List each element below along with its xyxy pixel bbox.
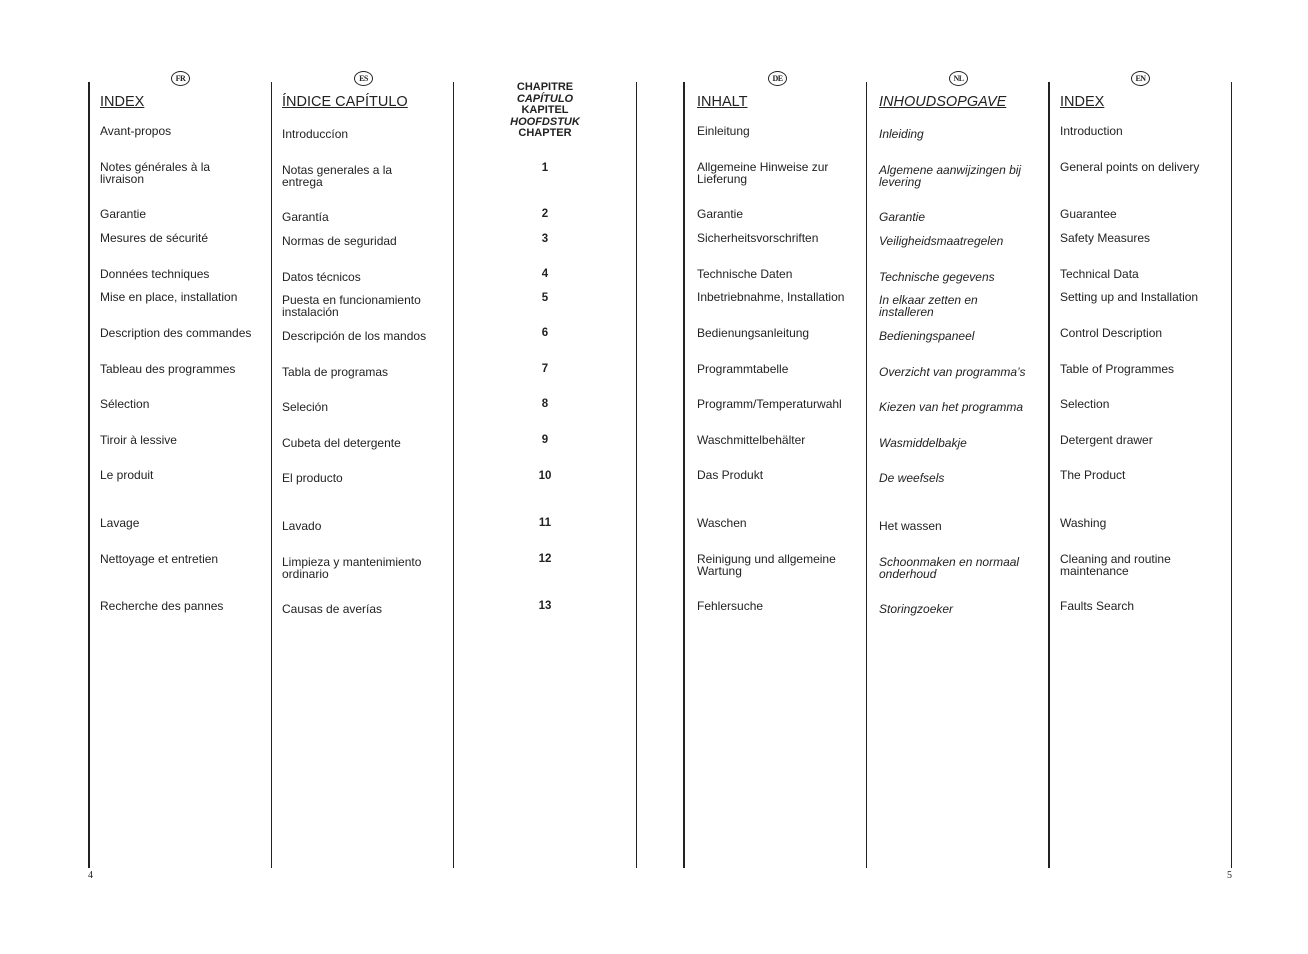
- index-entry-line: Recherche des pannes: [100, 599, 224, 613]
- index-entry-de: [697, 268, 792, 280]
- index-entry-es: [282, 437, 401, 449]
- index-entry-line: Données techniques: [100, 267, 210, 281]
- index-entry-line: Tabla de programas: [282, 365, 389, 379]
- index-entry-fr: [100, 327, 251, 339]
- index-entry-line: Selection: [1060, 397, 1110, 411]
- index-entry-line: Notas generales a la: [282, 163, 393, 177]
- chapter-header: [495, 82, 595, 140]
- index-entry-en: [1060, 208, 1117, 220]
- chapter-number: 1: [541, 162, 549, 174]
- index-entry-line: Le produit: [100, 468, 154, 482]
- index-entry-nl: [879, 330, 974, 342]
- index-entry-es: [282, 520, 321, 532]
- index-entry-line: Garantie: [697, 207, 744, 221]
- index-entry-nl: [879, 366, 1026, 378]
- index-entry-line: Wasmiddelbakje: [879, 436, 967, 450]
- page-number-left: 4: [88, 870, 93, 881]
- index-entry-fr: [100, 125, 171, 137]
- index-entry-line: Reinigung und allgemeine: [697, 552, 836, 566]
- index-entry-line: livraison: [100, 172, 145, 186]
- index-entry-en: [1060, 125, 1123, 137]
- index-entry-line: Washing: [1060, 516, 1107, 530]
- chapter-number: 7: [541, 363, 549, 375]
- column-divider: [1231, 82, 1232, 868]
- index-entry-nl: [879, 164, 1021, 188]
- index-entry-line: Detergent drawer: [1060, 433, 1153, 447]
- index-entry-es: [282, 294, 421, 318]
- index-entry-en: [1060, 268, 1139, 280]
- index-entry-nl: [879, 271, 995, 283]
- index-title-es: ÍNDICE CAPÍTULO: [282, 94, 408, 110]
- column-divider: [866, 82, 867, 868]
- page-number-right: 5: [1227, 870, 1232, 881]
- chapter-number: 12: [538, 553, 552, 565]
- index-entry-en: [1060, 232, 1150, 244]
- index-entry-de: [697, 125, 750, 137]
- column-divider: [271, 82, 272, 868]
- index-entry-line: Algemene aanwijzingen bij: [879, 163, 1022, 177]
- index-entry-line: Description des commandes: [100, 326, 252, 340]
- chapter-number: 2: [541, 208, 549, 220]
- index-entry-line: Garantie: [100, 207, 147, 221]
- index-entry-line: Fehlersuche: [697, 599, 764, 613]
- index-entry-line: Waschen: [697, 516, 747, 530]
- chapter-header-en: CHAPTER: [518, 127, 572, 139]
- index-entry-fr: [100, 232, 208, 244]
- index-entry-nl: [879, 556, 1019, 580]
- index-entry-es: [282, 211, 329, 223]
- index-entry-de: [697, 291, 844, 303]
- index-entry-en: [1060, 553, 1171, 577]
- index-entry-line: Das Produkt: [697, 468, 764, 482]
- index-entry-en: [1060, 161, 1199, 173]
- column-divider: [88, 82, 90, 868]
- index-entry-line: Lieferung: [697, 172, 748, 186]
- index-entry-line: Storingzoeker: [879, 602, 954, 616]
- index-entry-de: [697, 553, 836, 577]
- index-entry-line: Het wassen: [879, 519, 942, 533]
- index-entry-line: Mise en place, installation: [100, 290, 238, 304]
- index-entry-line: maintenance: [1060, 564, 1129, 578]
- index-entry-es: [282, 271, 361, 283]
- index-entry-nl: [879, 211, 925, 223]
- index-entry-line: Normas de seguridad: [282, 234, 397, 248]
- column-divider: [1048, 82, 1050, 868]
- index-title-en: INDEX: [1060, 94, 1105, 110]
- index-entry-line: Datos técnicos: [282, 270, 361, 284]
- index-entry-line: Technische gegevens: [879, 270, 995, 284]
- index-entry-line: Causas de averías: [282, 602, 383, 616]
- index-entry-de: [697, 517, 747, 529]
- index-entry-fr: [100, 268, 209, 280]
- index-entry-line: Guarantee: [1060, 207, 1117, 221]
- index-entry-es: [282, 330, 426, 342]
- index-entry-en: [1060, 398, 1109, 410]
- index-entry-line: Faults Search: [1060, 599, 1135, 613]
- index-entry-line: Cleaning and routine: [1060, 552, 1171, 566]
- index-entry-line: Garantía: [282, 210, 329, 224]
- index-entry-line: Garantie: [879, 210, 926, 224]
- index-entry-line: Einleitung: [697, 124, 750, 138]
- index-entry-line: General points on delivery: [1060, 160, 1200, 174]
- index-entry-fr: [100, 398, 149, 410]
- index-entry-line: Waschmittelbehälter: [697, 433, 806, 447]
- index-entry-es: [282, 401, 328, 413]
- index-entry-nl: [879, 401, 1023, 413]
- index-entry-line: Seleción: [282, 400, 329, 414]
- index-entry-fr: [100, 363, 235, 375]
- index-entry-nl: [879, 235, 1003, 247]
- index-entry-line: Technical Data: [1060, 267, 1139, 281]
- index-entry-line: Mesures de sécurité: [100, 231, 209, 245]
- index-entry-nl: [879, 128, 924, 140]
- index-entry-line: Schoonmaken en normaal: [879, 555, 1020, 569]
- index-entry-line: Limpieza y mantenimiento: [282, 555, 422, 569]
- index-entry-line: In elkaar zetten en: [879, 293, 978, 307]
- index-entry-es: [282, 472, 343, 484]
- index-entry-line: Avant-propos: [100, 124, 172, 138]
- index-entry-de: [697, 232, 818, 244]
- index-entry-line: levering: [879, 175, 922, 189]
- index-entry-line: Introduccíon: [282, 127, 349, 141]
- column-divider: [683, 82, 685, 868]
- index-entry-en: [1060, 600, 1134, 612]
- index-entry-line: Puesta en funcionamiento: [282, 293, 421, 307]
- index-entry-fr: [100, 434, 177, 446]
- index-entry-line: onderhoud: [879, 567, 937, 581]
- chapter-header-nl: HOOFDSTUK: [510, 115, 580, 128]
- index-entry-line: ordinario: [282, 567, 329, 581]
- index-entry-line: Lavado: [282, 519, 322, 533]
- index-title-de: INHALT: [697, 94, 748, 110]
- index-entry-line: Nettoyage et entretien: [100, 552, 219, 566]
- index-entry-line: Descripción de los mandos: [282, 329, 427, 343]
- index-entry-fr: [100, 600, 223, 612]
- index-entry-de: [697, 161, 828, 185]
- index-entry-en: [1060, 434, 1153, 446]
- index-entry-line: Inbetriebnahme, Installation: [697, 290, 845, 304]
- index-entry-line: Bedieningspaneel: [879, 329, 975, 343]
- index-entry-fr: [100, 208, 146, 220]
- index-entry-de: [697, 434, 805, 446]
- index-entry-es: [282, 164, 392, 188]
- index-entry-en: [1060, 327, 1162, 339]
- index-entry-de: [697, 208, 743, 220]
- index-entry-line: installeren: [879, 305, 934, 319]
- index-entry-en: [1060, 469, 1125, 481]
- index-entry-en: [1060, 363, 1174, 375]
- column-divider: [636, 82, 637, 868]
- index-entry-es: [282, 235, 397, 247]
- index-entry-line: De weefsels: [879, 471, 945, 485]
- index-entry-de: [697, 600, 763, 612]
- index-entry-line: Sicherheitsvorschriften: [697, 231, 819, 245]
- index-entry-nl: [879, 294, 978, 318]
- index-entry-line: Tiroir à lessive: [100, 433, 177, 447]
- index-entry-line: Allgemeine Hinweise zur: [697, 160, 829, 174]
- index-entry-line: entrega: [282, 175, 323, 189]
- index-entry-nl: [879, 472, 944, 484]
- index-entry-de: [697, 469, 763, 481]
- chapter-header-es: CAPÍTULO: [516, 92, 574, 105]
- index-entry-es: [282, 556, 421, 580]
- chapter-number: 4: [541, 268, 549, 280]
- index-entry-line: The Product: [1060, 468, 1126, 482]
- index-title-nl: INHOUDSOPGAVE: [879, 94, 1007, 110]
- index-entry-line: Technische Daten: [697, 267, 793, 281]
- chapter-number: 6: [541, 327, 549, 339]
- index-entry-es: [282, 366, 388, 378]
- index-entry-line: Lavage: [100, 516, 140, 530]
- index-entry-line: Introduction: [1060, 124, 1123, 138]
- index-entry-line: Cubeta del detergente: [282, 436, 401, 450]
- index-entry-line: Control Description: [1060, 326, 1163, 340]
- index-entry-nl: [879, 603, 953, 615]
- chapter-number: 11: [538, 517, 552, 529]
- index-entry-line: Inleiding: [879, 127, 924, 141]
- index-entry-line: Bedienungsanleitung: [697, 326, 810, 340]
- index-entry-line: Programmtabelle: [697, 362, 789, 376]
- index-entry-de: [697, 398, 842, 410]
- chapter-number: 13: [538, 600, 552, 612]
- index-entry-line: Safety Measures: [1060, 231, 1151, 245]
- chapter-number: 5: [541, 292, 549, 304]
- index-entry-line: Overzicht van programma’s: [879, 365, 1026, 379]
- index-entry-fr: [100, 291, 237, 303]
- chapter-number: 9: [541, 434, 549, 446]
- index-entry-fr: [100, 161, 210, 185]
- index-entry-fr: [100, 469, 153, 481]
- language-badge-de: DE: [768, 71, 787, 86]
- index-entry-line: El producto: [282, 471, 343, 485]
- index-entry-fr: [100, 517, 139, 529]
- language-badge-nl: NL: [949, 71, 968, 86]
- chapter-number: 10: [538, 470, 552, 482]
- language-badge-es: ES: [354, 71, 373, 86]
- index-entry-line: instalación: [282, 305, 339, 319]
- index-entry-de: [697, 363, 788, 375]
- index-entry-line: Wartung: [697, 564, 742, 578]
- chapter-header-de: KAPITEL: [521, 104, 569, 116]
- index-entry-line: Tableau des programmes: [100, 362, 236, 376]
- index-entry-line: Kiezen van het programma: [879, 400, 1024, 414]
- index-entry-nl: [879, 520, 942, 532]
- index-entry-en: [1060, 291, 1198, 303]
- chapter-header-fr: CHAPITRE: [516, 81, 574, 93]
- language-badge-en: EN: [1131, 71, 1150, 86]
- index-entry-line: Setting up and Installation: [1060, 290, 1199, 304]
- index-entry-line: Sélection: [100, 397, 150, 411]
- index-entry-fr: [100, 553, 218, 565]
- index-entry-de: [697, 327, 809, 339]
- index-entry-line: Notes générales à la: [100, 160, 211, 174]
- index-entry-nl: [879, 437, 967, 449]
- index-entry-en: [1060, 517, 1106, 529]
- index-entry-line: Veiligheidsmaatregelen: [879, 234, 1004, 248]
- index-entry-es: [282, 128, 348, 140]
- index-title-fr: INDEX: [100, 94, 145, 110]
- column-divider: [453, 82, 454, 868]
- index-entry-line: Table of Programmes: [1060, 362, 1175, 376]
- index-entry-line: Programm/Temperaturwahl: [697, 397, 842, 411]
- index-entry-es: [282, 603, 382, 615]
- chapter-number: 3: [541, 233, 549, 245]
- chapter-number: 8: [541, 398, 549, 410]
- language-badge-fr: FR: [171, 71, 190, 86]
